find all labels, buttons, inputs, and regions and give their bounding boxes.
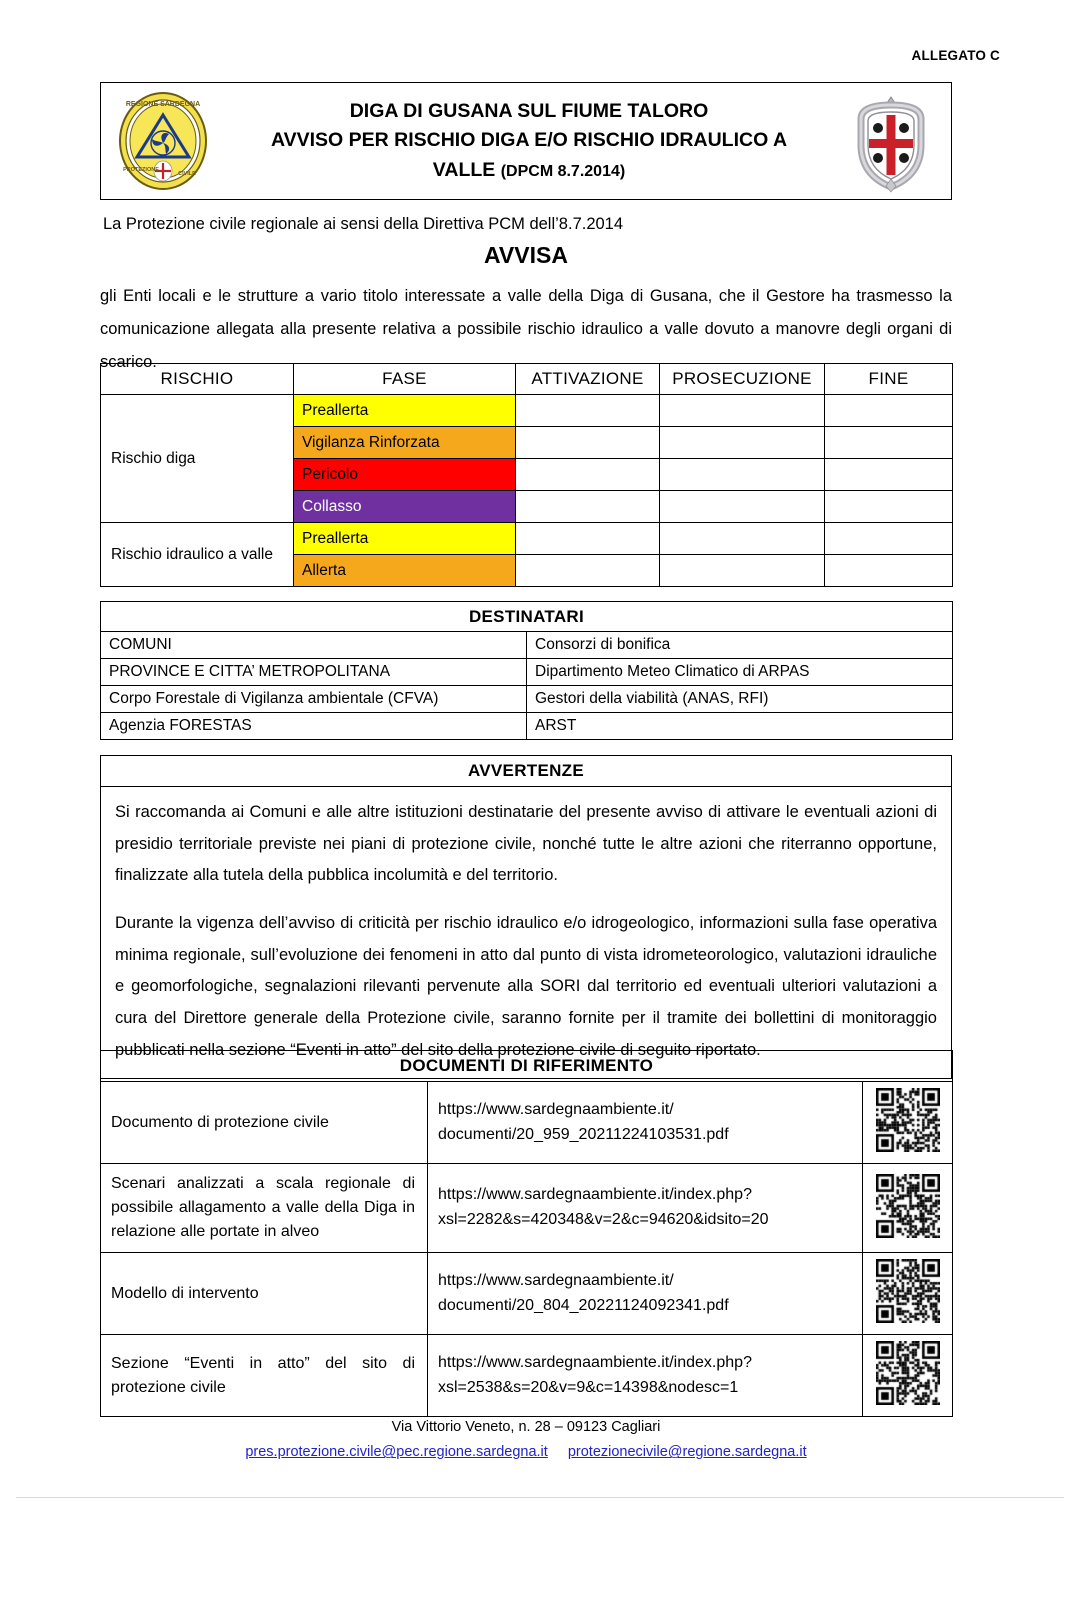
svg-text:REGIONE SARDEGNA: REGIONE SARDEGNA [125,101,201,108]
destinatari-table [100,601,953,740]
qr-code-documento-protezione-civile[interactable] [863,1082,953,1164]
documenti-url-cell[interactable]: https://www.sardegnaambiente.it/ documenti/20_804_20221124092341.pdf [428,1253,863,1335]
destinatari-row [101,713,953,740]
documenti-row [101,1253,953,1335]
intro-directive-line: La Protezione civile regionale ai sensi della Direttiva PCM dell’8.7.2014 [103,215,624,233]
documenti-body [101,1082,953,1417]
avvertenze-title: AVVERTENZE [101,756,952,787]
risk-fine-cell[interactable] [825,395,953,427]
svg-text:CIVILE: CIVILE [178,171,196,177]
destinatari-row [101,659,953,686]
destinatari-cell-right: Dipartimento Meteo Climatico di ARPAS [527,659,953,686]
title-line-3-main: VALLE [432,158,496,181]
destinatari-cell-right: Gestori della viabilità (ANAS, RFI) [527,686,953,713]
destinatari-body [101,632,953,740]
qr-code-scenari-allagamento[interactable] [863,1164,953,1253]
page-bottom-rule [16,1497,1064,1498]
risk-prosecuzione-cell[interactable] [660,523,825,555]
risk-prosecuzione-cell[interactable] [660,395,825,427]
destinatari-cell-left: COMUNI [101,632,527,659]
documenti-url-cell[interactable]: https://www.sardegnaambiente.it/index.php? xsl=2282&s=420348&v=2&c=94620&idsito=20 [428,1164,863,1253]
email-link-pec[interactable]: pres.protezione.civile@pec.regione.sardegna.it [245,1444,548,1461]
title-line-2: AVVISO PER RISCHIO DIGA E/O RISCHIO IDRAULICO A [270,129,788,152]
risk-table-row [101,523,953,555]
destinatari-row [101,632,953,659]
documenti-row [101,1082,953,1164]
risk-fine-cell[interactable] [825,427,953,459]
email-link-ordinary[interactable]: protezionecivile@regione.sardegna.it [567,1444,807,1461]
avvertenze-body-row [101,787,952,1079]
document-header-box [100,82,952,200]
destinatari-title: DESTINATARI [101,602,953,632]
risk-prosecuzione-cell[interactable] [660,459,825,491]
risk-prosecuzione-cell[interactable] [660,427,825,459]
risk-fine-cell[interactable] [825,491,953,523]
risk-phase-cell: Vigilanza Rinforzata [294,427,516,459]
risk-table-row [101,395,953,427]
documenti-row [101,1335,953,1417]
risk-table-body [101,395,953,587]
destinatari-table-container [100,601,952,740]
avvertenze-table [100,755,952,1079]
risk-table-header-row [101,364,953,395]
risk-phase-cell: Preallerta [294,523,516,555]
risk-fine-cell[interactable] [825,459,953,491]
regione-sardegna-coat-of-arms [839,87,943,195]
risk-prosecuzione-cell[interactable] [660,555,825,587]
documenti-url-cell[interactable]: https://www.sardegnaambiente.it/ documenti/20_959_20211224103531.pdf [428,1082,863,1164]
risk-attivazione-cell[interactable] [516,555,660,587]
documenti-table-container [100,1050,952,1417]
footer [100,1415,952,1466]
risk-phase-cell: Allerta [294,555,516,587]
risk-table [100,363,953,587]
risk-phase-cell: Preallerta [294,395,516,427]
title-line-3-sub: (DPCM 8.7.2014) [500,162,626,180]
avvertenze-paragraphs [101,787,951,1078]
risk-col-rischio: RISCHIO [101,364,294,395]
risk-attivazione-cell[interactable] [516,459,660,491]
destinatari-cell-left: Corpo Forestale di Vigilanza ambientale (CFVA) [101,686,527,713]
documenti-label-cell: Sezione “Eventi in atto” del sito di protezione civile [101,1335,428,1417]
risk-group-label: Rischio idraulico a valle [101,523,294,587]
destinatari-cell-left: PROVINCE E CITTA’ METROPOLITANA [101,659,527,686]
qr-code-eventi-in-atto[interactable] [863,1335,953,1417]
risk-attivazione-cell[interactable] [516,491,660,523]
svg-text:PROTEZIONE: PROTEZIONE [123,167,159,173]
documenti-title: DOCUMENTI DI RIFERIMENTO [101,1051,953,1082]
allegato-label: ALLEGATO C [911,48,1000,63]
destinatari-cell-right: ARST [527,713,953,740]
risk-fine-cell[interactable] [825,555,953,587]
destinatari-header-row [101,602,953,632]
avvertenze-header-row [101,756,952,787]
risk-group-label: Rischio diga [101,395,294,523]
destinatari-row [101,686,953,713]
title-line-3 [223,156,835,186]
footer-address: Via Vittorio Veneto, n. 28 – 09123 Cagliari [391,1419,661,1435]
avvertenze-paragraph: Durante la vigenza dell’avviso di criticità per rischio idraulico e/o idrogeologico, informazioni sulla fase operativa minima regionale, sull’evoluzione dei fenomeni in atto dal punto di vista idrometeorologico, valutazioni idrauliche e geomorfologiche, segnalazioni rilevanti pervenute alla SORI dal territorio ed eventuali ulteriori valutazioni a cura del Direttore generale della Protezione civile, saranno fornite per il tramite dei bollettini di monitoraggio pubblicati nella sezione “Eventi in atto” del sito della protezione civile di seguito riportato. [115,914,937,1059]
risk-phase-cell: Pericolo [294,459,516,491]
footer-emails [100,1440,952,1465]
qr-code-modello-intervento[interactable] [863,1253,953,1335]
risk-col-fase: FASE [294,364,516,395]
documenti-url-cell[interactable]: https://www.sardegnaambiente.it/index.php? xsl=2538&s=20&v=9&c=14398&nodesc=1 [428,1335,863,1417]
documenti-header-row [101,1051,953,1082]
avvertenze-paragraph: Si raccomanda ai Comuni e alle altre istituzioni destinatarie del presente avviso di attivare le eventuali azioni di presidio territoriale previste nei piani di protezione civile, nonché tutte le altre azioni che riterranno opportune, finalizzate alla tutela della pubblica incolumità e del territorio. [115,803,937,885]
risk-attivazione-cell[interactable] [516,523,660,555]
risk-attivazione-cell[interactable] [516,427,660,459]
page-title [219,97,839,186]
documenti-label-cell: Modello di intervento [101,1253,428,1335]
documenti-label-cell: Scenari analizzati a scala regionale di possibile allagamento a valle della Diga in relazione alle portate in alveo [101,1164,428,1253]
destinatari-cell-right: Consorzi di bonifica [527,632,953,659]
destinatari-cell-left: Agenzia FORESTAS [101,713,527,740]
intro-paragraph: gli Enti locali e le strutture a vario titolo interessate a valle della Diga di Gusana, che il Gestore ha trasmesso la comunicazione allegata alla presente relativa a possibile rischio idraulico a valle dovuto a manovre degli organi di scarico. [100,287,952,371]
avvisa-heading: AVVISA [484,242,568,268]
risk-col-attivazione: ATTIVAZIONE [516,364,660,395]
documenti-row [101,1164,953,1253]
avvertenze-body-cell [101,787,952,1079]
regione-sardegna-protezione-civile-logo [107,87,219,195]
risk-phase-cell: Collasso [294,491,516,523]
risk-col-prosecuzione: PROSECUZIONE [660,364,825,395]
title-line-1: DIGA DI GUSANA SUL FIUME TALORO [349,99,709,122]
documenti-label-cell: Documento di protezione civile [101,1082,428,1164]
risk-col-fine: FINE [825,364,953,395]
documenti-table [100,1050,953,1417]
risk-table-container [100,363,952,587]
avvertenze-table-container [100,755,952,1079]
risk-prosecuzione-cell[interactable] [660,491,825,523]
risk-attivazione-cell[interactable] [516,395,660,427]
risk-fine-cell[interactable] [825,523,953,555]
